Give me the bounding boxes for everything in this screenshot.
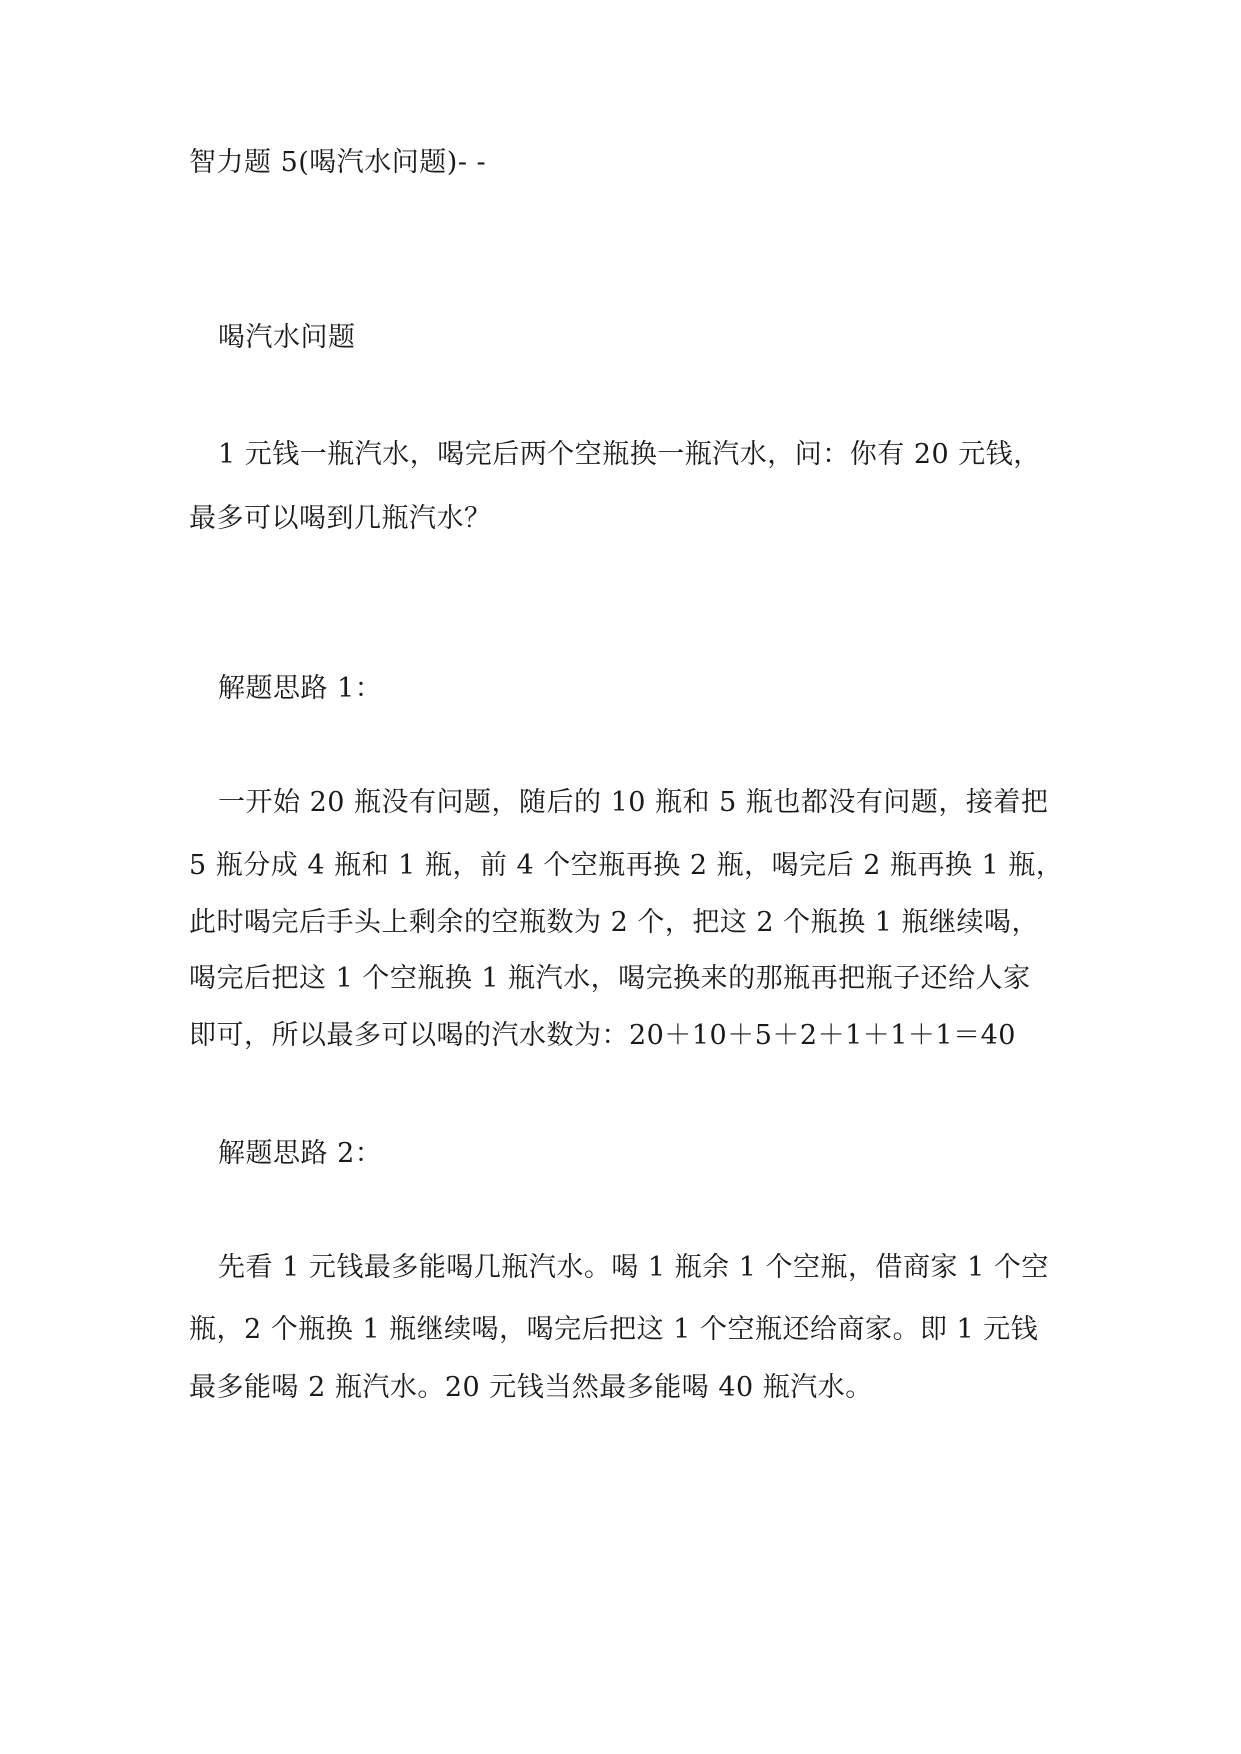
approach-2-line: 先看 1 元钱最多能喝几瓶汽水。喝 1 瓶余 1 个空瓶，借商家 1 个空 <box>218 1252 1049 1283</box>
question-line: 1 元钱一瓶汽水，喝完后两个空瓶换一瓶汽水，问：你有 20 元钱， <box>218 439 1041 470</box>
approach-2-label: 解题思路 2： <box>218 1138 383 1169</box>
approach-2-line: 最多能喝 2 瓶汽水。20 元钱当然最多能喝 40 瓶汽水。 <box>189 1372 873 1403</box>
document-title: 智力题 5(喝汽水问题)- - <box>189 147 487 178</box>
question-line: 最多可以喝到几瓶汽水？ <box>189 503 492 534</box>
approach-1-line: 一开始 20 瓶没有问题，随后的 10 瓶和 5 瓶也都没有问题，接着把 <box>218 787 1049 818</box>
approach-2-line: 瓶，2 个瓶换 1 瓶继续喝，喝完后把这 1 个空瓶还给商家。即 1 元钱 <box>189 1314 1039 1345</box>
approach-1-line: 5 瓶分成 4 瓶和 1 瓶，前 4 个空瓶再换 2 瓶，喝完后 2 瓶再换 1 瓶， <box>189 850 1064 881</box>
approach-1-line: 此时喝完后手头上剩余的空瓶数为 2 个，把这 2 个瓶换 1 瓶继续喝， <box>189 907 1040 938</box>
approach-1-line: 喝完后把这 1 个空瓶换 1 瓶汽水，喝完换来的那瓶再把瓶子还给人家 <box>189 963 1031 994</box>
approach-1-label: 解题思路 1： <box>218 673 383 704</box>
approach-1-line: 即可，所以最多可以喝的汽水数为：20＋10＋5＋2＋1＋1＋1＝40 <box>189 1020 1016 1051</box>
section-heading: 喝汽水问题 <box>218 322 356 353</box>
